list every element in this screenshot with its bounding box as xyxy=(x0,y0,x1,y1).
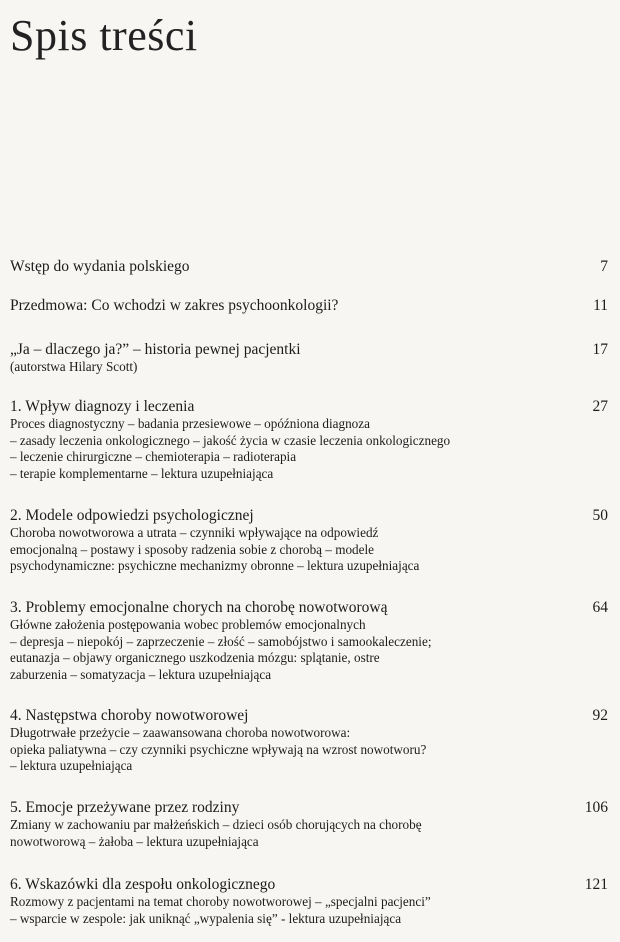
toc-entry-subline: psychodynamiczne: psychiczne mechanizmy obronne – lektura uzupełniająca xyxy=(10,558,420,573)
toc-entry-page: 7 xyxy=(600,258,608,275)
toc-entry-title: 3. Problemy emocjonalne chorych na chorobę nowotworową xyxy=(10,599,388,616)
toc-entry-chapter-2 xyxy=(10,507,610,575)
toc-entry-title: Przedmowa: Co wchodzi w zakres psychoonkologii? xyxy=(10,297,339,314)
toc-entry-subline: – zasady leczenia onkologicznego – jakość życia w czasie leczenia onkologicznego xyxy=(10,432,451,448)
toc-entry-subline: Zmiany w zachowaniu par małżeńskich – dzieci osób chorujących na chorobę xyxy=(10,817,422,832)
toc-entry-subline: (autorstwa Hilary Scott) xyxy=(10,359,138,374)
toc-entry-title: 5. Emocje przeżywane przez rodziny xyxy=(10,799,240,816)
toc-entry-chapter-6 xyxy=(10,876,610,927)
toc-entry-subline: Choroba nowotworowa a utrata – czynniki wpływające na odpowiedź xyxy=(10,525,379,540)
toc-entry-title: 2. Modele odpowiedzi psychologicznej xyxy=(10,507,254,524)
toc-entry-page: 27 xyxy=(592,398,608,415)
toc-entry-title: „Ja – dlaczego ja?” – historia pewnej pacjentki xyxy=(10,341,301,358)
toc-entry-chapter-5 xyxy=(10,799,610,850)
toc-entry-page: 17 xyxy=(592,341,608,358)
toc-entry-patient-story xyxy=(10,341,610,376)
toc-entry-subline: Główne założenia postępowania wobec problemów emocjonalnych xyxy=(10,617,366,632)
toc-entry-subline: – terapie komplementarne – lektura uzupełniająca xyxy=(10,465,274,481)
toc-entry-chapter-4 xyxy=(10,707,610,775)
toc-entry-title: 4. Następstwa choroby nowotworowej xyxy=(10,707,249,724)
toc-entry-subline: – lektura uzupełniająca xyxy=(10,758,133,773)
toc-entry-page: 121 xyxy=(584,876,608,893)
page-title: Spis treści xyxy=(10,11,198,60)
toc-entry-page: 92 xyxy=(592,707,608,724)
toc-entry-subline: zaburzenia – somatyzacja – lektura uzupełniająca xyxy=(10,666,272,682)
toc-entry-subline: emocjonalną – postawy i sposoby radzenia sobie z chorobą – modele xyxy=(10,541,375,557)
toc-entry-page: 64 xyxy=(592,599,608,616)
toc-entry-subline: nowotworową – żałoba – lektura uzupełniająca xyxy=(10,833,259,849)
toc-entry-subline: Rozmowy z pacjentami na temat choroby nowotworowej – „specjalni pacjenci” xyxy=(10,894,431,909)
toc-entry-page: 50 xyxy=(592,507,608,524)
toc-entry-subline: – depresja – niepokój – zaprzeczenie – złość – samobójstwo i samookaleczenie; xyxy=(10,633,432,649)
toc-entry-foreword xyxy=(10,297,610,315)
toc-entry-title: 6. Wskazówki dla zespołu onkologicznego xyxy=(10,876,276,893)
toc-entry-title: 1. Wpływ diagnozy i leczenia xyxy=(10,398,195,415)
toc-entry-subline: – wsparcie w zespole: jak uniknąć „wypalenia się” - lektura uzupełniająca xyxy=(10,910,402,926)
toc-entry-subline: – leczenie chirurgiczne – chemioterapia – radioterapia xyxy=(10,449,297,464)
toc-entry-subline: eutanazja – objawy organicznego uszkodzenia mózgu: splątanie, ostre xyxy=(10,650,380,665)
toc-entry-page: 106 xyxy=(584,799,608,816)
toc-entry-page: 11 xyxy=(593,297,608,314)
toc-entry-preface-polish xyxy=(10,258,610,276)
toc-entry-title: Wstęp do wydania polskiego xyxy=(10,258,190,275)
toc-entry-subline: opieka paliatywna – czy czynniki psychiczne wpływają na wzrost nowotworu? xyxy=(10,741,427,757)
toc-entry-subline: Długotrwałe przeżycie – zaawansowana choroba nowotworowa: xyxy=(10,725,351,740)
toc-entry-subline: Proces diagnostyczny – badania przesiewowe – opóźniona diagnoza xyxy=(10,416,370,431)
toc-entry-chapter-3 xyxy=(10,599,610,683)
toc-entry-chapter-1 xyxy=(10,398,610,482)
